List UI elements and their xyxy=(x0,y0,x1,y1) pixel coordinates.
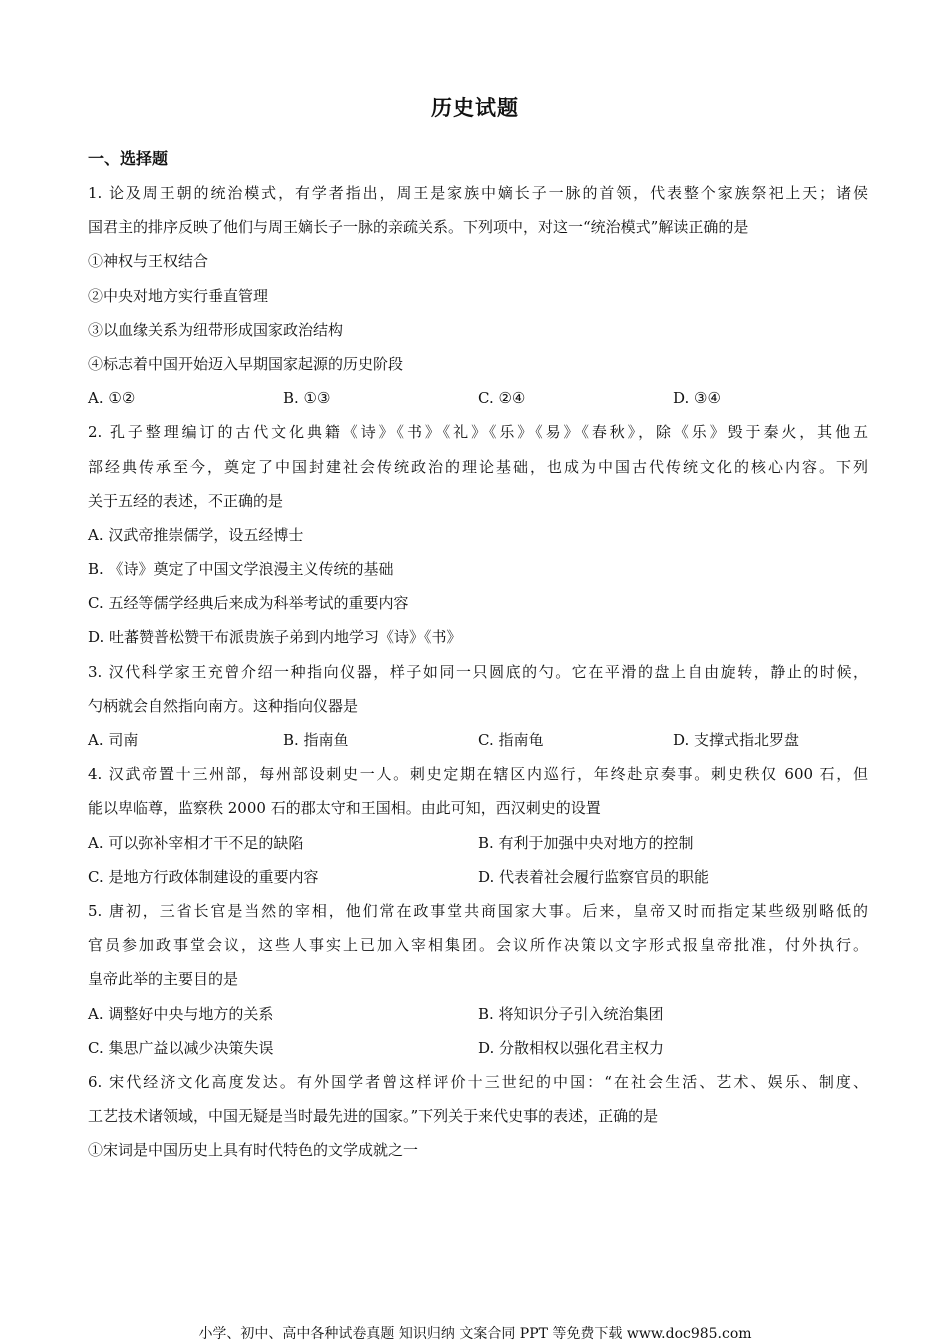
question-stem: 皇帝此举的主要目的是 xyxy=(88,970,239,989)
option-d: D. 支撑式指北罗盘 xyxy=(673,731,800,749)
question-1 xyxy=(88,176,868,415)
page-title: 历史试题 xyxy=(431,96,519,120)
option-row xyxy=(88,381,868,415)
option-c: C. 集思广益以减少决策失误 xyxy=(88,1038,274,1057)
question-stem: 国君主的排序反映了他们与周王嫡长子一脉的亲疏关系。下列项中，对这一“统治模式”解读正确的是 xyxy=(88,218,749,237)
option-b: B. 有利于加强中央对地方的控制 xyxy=(478,833,694,852)
question-stem: 3. 汉代科学家王充曾介绍一种指向仪器，样子如同一只圆底的勺。它在平滑的盘上自由旋转，静止的时候， xyxy=(88,662,868,681)
option-row xyxy=(88,826,868,860)
option-b: B. ①③ xyxy=(283,389,331,408)
question-3 xyxy=(88,655,868,758)
footer-ad-text: 小学、初中、高中各种试卷真题 知识归纳 文案合同 PPT 等免费下载 www.doc985.com xyxy=(198,1326,752,1342)
section-heading: 一、选择题 xyxy=(88,149,169,168)
question-stem: 2. 孔子整理编订的古代文化典籍《诗》《书》《礼》《乐》《易》《春秋》，除《乐》毁于秦火，其他五 xyxy=(88,423,868,442)
option-row xyxy=(88,860,868,894)
statement-item: ③以血缘关系为纽带形成国家政治结构 xyxy=(88,320,344,339)
option-c: C. 是地方行政体制建设的重要内容 xyxy=(88,867,319,886)
question-stem: 6. 宋代经济文化高度发达。有外国学者曾这样评价十三世纪的中国：“在社会生活、艺术、娱乐、制度、 xyxy=(88,1072,868,1091)
option-a: A. 汉武帝推崇儒学，设五经博士 xyxy=(88,525,304,544)
question-stem: 5. 唐初，三省长官是当然的宰相，他们常在政事堂共商国家大事。后来，皇帝又时而指定某些级别略低的 xyxy=(88,901,868,920)
option-row xyxy=(88,1031,868,1065)
question-stem: 部经典传承至今，奠定了中国封建社会传统政治的理论基础，也成为中国古代传统文化的核心内容。下列 xyxy=(88,457,868,476)
option-row xyxy=(88,997,868,1031)
question-stem: 能以卑临尊，监察秩 2000 石的郡太守和王国相。由此可知，西汉刺史的设置 xyxy=(88,799,601,818)
option-c: C. ②④ xyxy=(478,389,526,408)
option-c: C. 指南龟 xyxy=(478,731,544,749)
option-b: B. 《诗》奠定了中国文学浪漫主义传统的基础 xyxy=(88,560,394,579)
question-2 xyxy=(88,415,868,654)
question-list xyxy=(88,176,868,1167)
option-a: A. 可以弥补宰相才干不足的缺陷 xyxy=(88,833,304,852)
question-stem: 关于五经的表述，不正确的是 xyxy=(88,491,284,510)
question-stem: 1. 论及周王朝的统治模式，有学者指出，周王是家族中嫡长子一脉的首领，代表整个家族祭祀上天；诸侯 xyxy=(88,184,868,202)
question-4 xyxy=(88,757,868,894)
option-b: B. 将知识分子引入统治集团 xyxy=(478,1004,664,1023)
question-stem: 官员参加政事堂会议，这些人事实上已加入宰相集团。会议所作决策以文字形式报皇帝批准，付外执行。 xyxy=(88,936,868,955)
question-stem: 勺柄就会自然指向南方。这种指向仪器是 xyxy=(88,696,359,715)
option-d: D. 代表着社会履行监察官员的职能 xyxy=(478,867,710,886)
option-d: D. 吐蕃赞普松赞干布派贵族子弟到内地学习《诗》《书》 xyxy=(88,628,462,647)
question-5 xyxy=(88,894,868,1065)
option-a: A. 司南 xyxy=(88,731,139,749)
option-a: A. ①② xyxy=(88,389,136,408)
option-b: B. 指南鱼 xyxy=(283,731,349,749)
option-d: D. 分散相权以强化君主权力 xyxy=(478,1038,665,1057)
option-c: C. 五经等儒学经典后来成为科举考试的重要内容 xyxy=(88,594,409,613)
option-a: A. 调整好中央与地方的关系 xyxy=(88,1004,274,1023)
statement-item: ①宋词是中国历史上具有时代特色的文学成就之一 xyxy=(88,1141,419,1160)
question-6 xyxy=(88,1065,868,1168)
question-stem: 工艺技术诸领域，中国无疑是当时最先进的国家。”下列关于来代史事的表述，正确的是 xyxy=(88,1107,659,1126)
question-stem: 4. 汉武帝置十三州部，每州部设刺史一人。刺史定期在辖区内巡行，年终赴京奏事。刺史秩仅 600 石，但 xyxy=(88,765,868,784)
option-row xyxy=(88,723,868,757)
statement-item: ①神权与王权结合 xyxy=(88,252,209,271)
statement-item: ④标志着中国开始迈入早期国家起源的历史阶段 xyxy=(88,354,404,373)
option-d: D. ③④ xyxy=(673,389,721,408)
statement-item: ②中央对地方实行垂直管理 xyxy=(88,286,269,305)
